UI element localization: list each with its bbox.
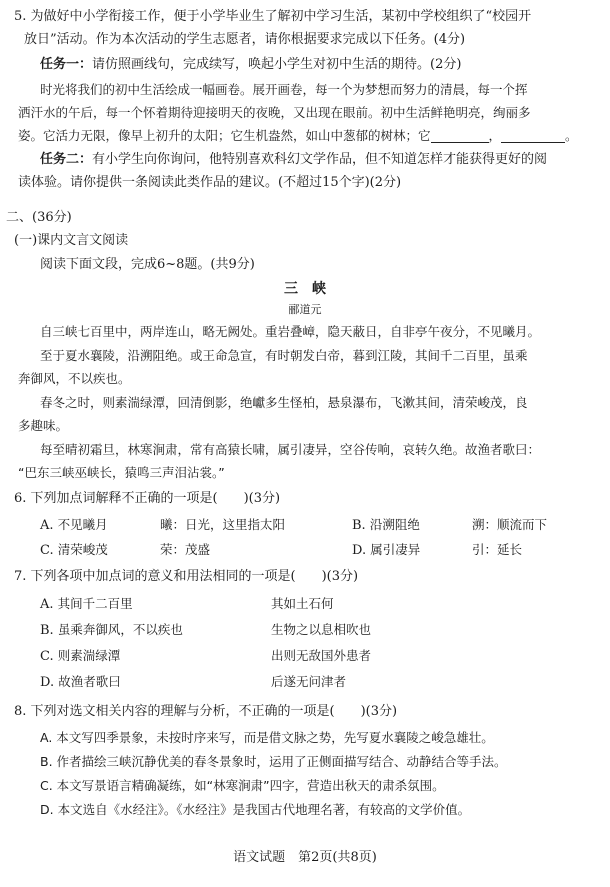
passage-line-3-text: 姿。它活力无限，像早上初升的太阳；它生机盎然，如山中葱郁的树林；它 bbox=[18, 128, 431, 143]
task1-title: 任务一： bbox=[40, 57, 93, 72]
q7-option-a-right: 其如土石何 bbox=[271, 596, 334, 611]
classical-para-4: 每至晴初霜旦，林寒涧肃，常有高猿长啸，属引凄异，空谷传响，哀转久绝。故渔者歌曰： bbox=[40, 442, 541, 457]
passage-line-2: 洒汗水的午后，每一个怀着期待迎接明天的夜晚，又出现在眼前。初中生活鲜艳明亮，绚丽多 bbox=[18, 105, 531, 120]
option-word: 不见曦月 bbox=[57, 517, 108, 532]
task2-title: 任务二： bbox=[40, 152, 93, 167]
option-word: 沿溯阻绝 bbox=[369, 517, 420, 532]
text-title: 三 峡 bbox=[284, 281, 326, 297]
q8-option-d[interactable]: D. 本文选自《水经注》。《水经注》是我国古代地理名著，有较高的文学价值。 bbox=[40, 802, 471, 817]
text-author: 郦道元 bbox=[288, 303, 322, 316]
q8-option-b[interactable]: B. 作者描绘三峡沉静优美的春冬景象时，运用了正侧面描写结合、动静结合等手法。 bbox=[40, 754, 507, 769]
q7-stem: 7. 下列各项中加点词的意义和用法相同的一项是( )(3分) bbox=[14, 569, 359, 584]
answer-blank-1[interactable] bbox=[431, 128, 489, 143]
classical-para-3-cont: 多趣味。 bbox=[18, 418, 69, 433]
q6-option-c-expl: 荣：茂盛 bbox=[160, 542, 211, 557]
reading-instruction: 阅读下面文段，完成6~8题。(共9分) bbox=[40, 257, 255, 272]
classical-para-1: 自三峡七百里中，两岸连山，略无阙处。重岩叠嶂，隐天蔽日，自非亭午夜分，不见曦月。 bbox=[40, 324, 541, 339]
q7-option-c[interactable] bbox=[40, 647, 120, 666]
option-label: D. bbox=[352, 543, 367, 558]
q8-option-c[interactable]: C. 本文写景语言精确凝练，如“林寒涧肃”四字，营造出秋天的肃杀氛围。 bbox=[40, 778, 445, 793]
option-label: C. bbox=[40, 543, 54, 558]
option-left: 其间千二百里 bbox=[57, 596, 133, 611]
q5-lead: 5. 为做好中小学衔接工作，便于小学毕业生了解初中学习生活，某初中学校组织了“校园开 bbox=[14, 9, 532, 24]
passage-line-1: 时光将我们的初中生活绘成一幅画卷。展开画卷，每一个为梦想而努力的清晨，每一个挥 bbox=[40, 82, 528, 97]
section-heading: 二、(36分) bbox=[6, 210, 72, 225]
option-label: B. bbox=[352, 518, 366, 533]
option-word: 清荣峻茂 bbox=[57, 542, 108, 557]
task1 bbox=[40, 56, 461, 74]
task2-cont: 读体验。请你提供一条阅读此类作品的建议。(不超过15个字)(2分) bbox=[18, 175, 402, 190]
q7-option-b[interactable] bbox=[40, 621, 183, 640]
option-left: 则素湍绿潭 bbox=[57, 648, 121, 663]
option-left: 故渔者歌曰 bbox=[58, 674, 121, 689]
q7-option-a[interactable] bbox=[40, 595, 133, 614]
passage-line-3 bbox=[18, 127, 578, 145]
task2 bbox=[40, 151, 547, 169]
option-label: A. bbox=[40, 518, 54, 533]
option-label: D. bbox=[40, 675, 55, 690]
q8-option-a[interactable]: A. 本文写四季景象，未按时序来写，而是借文脉之势，先写夏水襄陵之峻急雄壮。 bbox=[40, 730, 494, 745]
q6-stem: 6. 下列加点词解释不正确的一项是( )(3分) bbox=[14, 491, 281, 506]
q7-option-c-right: 出则无敌国外患者 bbox=[271, 648, 372, 663]
q6-option-c[interactable] bbox=[40, 541, 108, 560]
q6-option-d[interactable] bbox=[352, 541, 420, 560]
answer-blank-2[interactable] bbox=[501, 128, 565, 143]
page-footer: 语文试题 第2页(共8页) bbox=[233, 850, 377, 865]
q6-option-d-expl: 引：延长 bbox=[472, 542, 523, 557]
q7-option-d-right: 后遂无问津者 bbox=[271, 674, 347, 689]
q6-option-a-expl: 曦：日光，这里指太阳 bbox=[160, 517, 286, 532]
passage-end: 。 bbox=[565, 128, 578, 143]
classical-para-4-cont: “巴东三峡巫峡长，猿鸣三声泪沾裳。” bbox=[18, 465, 225, 480]
q6-option-b[interactable] bbox=[352, 516, 420, 535]
option-left: 虽乘奔御风，不以疾也 bbox=[57, 622, 183, 637]
task1-text: 请仿照画线句，完成续写，唤起小学生对初中生活的期待。(2分) bbox=[92, 57, 462, 72]
option-label: B. bbox=[40, 623, 54, 638]
classical-para-2-cont: 奔御风，不以疾也。 bbox=[18, 371, 131, 386]
q7-option-d[interactable] bbox=[40, 673, 121, 692]
option-word: 属引凄异 bbox=[370, 542, 421, 557]
passage-sep: ， bbox=[488, 128, 502, 143]
q8-stem: 8. 下列对选文相关内容的理解与分析，不正确的一项是( )(3分) bbox=[14, 704, 398, 719]
q6-option-b-expl: 溯：顺流而下 bbox=[472, 517, 548, 532]
option-label: C. bbox=[40, 649, 54, 664]
classical-para-2: 至于夏水襄陵，沿溯阻绝。或王命急宣，有时朝发白帝，暮到江陵，其间千二百里，虽乘 bbox=[40, 348, 528, 363]
q7-option-b-right: 生物之以息相吹也 bbox=[271, 622, 372, 637]
task2-text: 有小学生向你询问，他特别喜欢科幻文学作品，但不知道怎样才能获得更好的阅 bbox=[92, 152, 548, 167]
q5-lead-cont: 放日”活动。作为本次活动的学生志愿者，请你根据要求完成以下任务。(4分) bbox=[24, 32, 466, 47]
subsection-heading: (一)课内文言文阅读 bbox=[14, 233, 129, 248]
q6-option-a[interactable] bbox=[40, 516, 108, 535]
classical-para-3: 春冬之时，则素湍绿潭，回清倒影，绝巘多生怪柏，悬泉瀑布，飞漱其间，清荣峻茂，良 bbox=[40, 395, 528, 410]
option-label: A. bbox=[40, 597, 54, 612]
